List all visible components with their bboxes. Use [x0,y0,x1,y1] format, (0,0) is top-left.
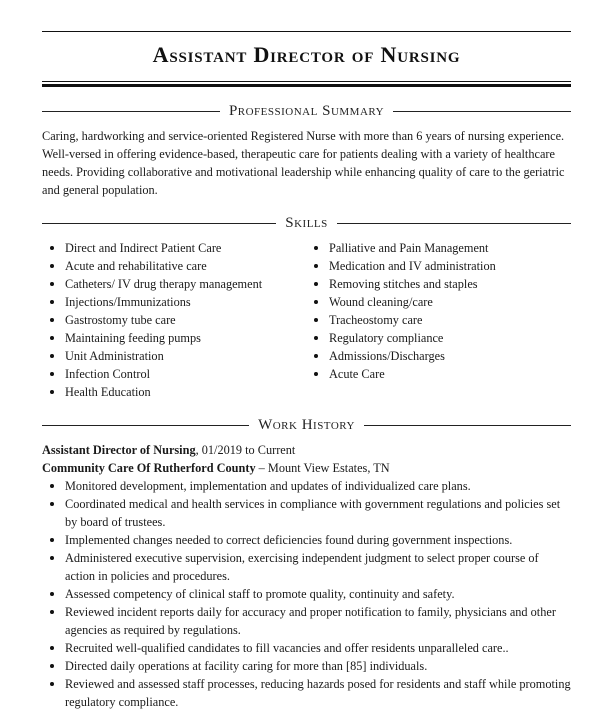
section-heading-label: Work History [258,416,355,433]
job-bullet: Directed daily operations at facility caring for more than [85] individuals. [42,657,571,675]
job-title: Assistant Director of Nursing [42,443,196,457]
professional-summary-text: Caring, hardworking and service-oriented Registered Nurse with more than 6 years of nursing experience. Well-versed in offering evidence-based, therapeutic care for patients dealing with a variety of healthcare needs. Providing collaborative and motivational leadership while enhancing quality of care to the geriatric and general population. [42,129,565,197]
divider [42,425,249,426]
skills-list [42,239,571,401]
divider [393,111,571,112]
divider [364,425,571,426]
title-rule-thin [42,81,571,82]
section-heading-work-history [42,416,571,434]
job-bullet: Reviewed and assessed staff processes, reducing hazards posed for residents and staff while promoting regulatory compliance. [42,675,571,711]
skill-item: Palliative and Pain Management [306,239,570,257]
section-heading-summary [42,102,571,120]
title-rule-thick [42,84,571,87]
job-bullet: Coordinated medical and health services in compliance with government regulations and policies set by board of trustees. [42,495,571,531]
skills-column-right [306,239,570,401]
section-heading-skills [42,214,571,232]
skill-item: Injections/Immunizations [42,293,306,311]
top-rule [42,31,571,32]
section-heading-label: Professional Summary [228,102,385,119]
skill-item: Admissions/Discharges [306,347,570,365]
skill-item: Regulatory compliance [306,329,570,347]
skill-item: Acute and rehabilitative care [42,257,306,275]
job-entry [42,441,571,711]
divider [42,111,220,112]
job-location: – Mount View Estates, TN [255,461,390,475]
skill-item: Maintaining feeding pumps [42,329,306,347]
job-bullet: Reviewed incident reports daily for accuracy and proper notification to family, physicians and other agencies as required by regulations. [42,603,571,639]
job-employer-line [42,459,571,477]
resume-title: Assistant Director of Nursing [152,42,461,67]
skill-item: Removing stitches and staples [306,275,570,293]
skill-item: Medication and IV administration [306,257,570,275]
job-employer: Community Care Of Rutherford County [42,461,256,475]
skill-item: Direct and Indirect Patient Care [42,239,306,257]
skills-column-left [42,239,306,401]
job-bullet: Recruited well-qualified candidates to fill vacancies and offer residents unparalleled care.. [42,639,571,657]
skill-item: Catheters/ IV drug therapy management [42,275,306,293]
job-bullet: Administered executive supervision, exercising independent judgment to select proper course of action in policies and procedures. [42,549,571,585]
skill-item: Health Education [42,383,306,401]
job-bullet: Monitored development, implementation and updates of individualized care plans. [42,477,571,495]
job-dates: , 01/2019 to Current [195,443,296,457]
skill-item: Infection Control [42,365,306,383]
job-bullets [42,477,571,711]
skill-item: Acute Care [306,365,570,383]
section-heading-label: Skills [285,214,328,231]
skill-item: Tracheostomy care [306,311,570,329]
skill-item: Unit Administration [42,347,306,365]
divider [42,223,276,224]
job-title-line [42,441,571,459]
job-bullet: Implemented changes needed to correct deficiencies found during government inspections. [42,531,571,549]
divider [337,223,571,224]
skill-item: Wound cleaning/care [306,293,570,311]
job-bullet: Assessed competency of clinical staff to promote quality, continuity and safety. [42,585,571,603]
skill-item: Gastrostomy tube care [42,311,306,329]
